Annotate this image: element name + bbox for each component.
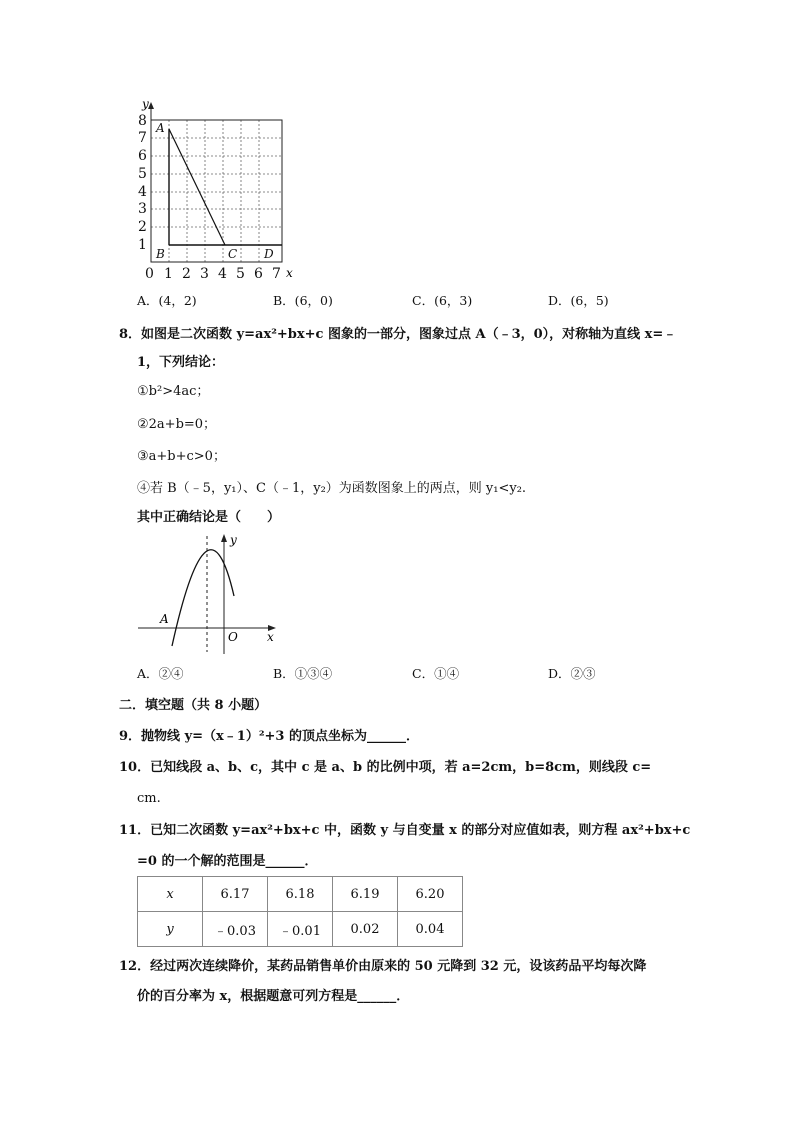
q7-x-tick: 7 xyxy=(272,266,281,282)
q7-y-tick: 5 xyxy=(138,166,147,182)
table-cell: 6.19 xyxy=(333,877,398,912)
q7-point-label: D xyxy=(264,247,274,261)
q7-y-tick: 3 xyxy=(138,201,147,217)
q7-x-label: x xyxy=(286,266,293,280)
q8-conclusion-1: ①b²>4ac； xyxy=(137,384,210,399)
q7-y-tick: 7 xyxy=(138,130,147,146)
table-cell: 0.04 xyxy=(398,912,463,947)
q7-option-b[interactable]: B．(6，0) xyxy=(273,293,333,308)
table-cell: x xyxy=(138,877,203,912)
q7-point-label: A xyxy=(156,121,165,135)
table-cell: 0.02 xyxy=(333,912,398,947)
q8-option-b[interactable]: B．①③④ xyxy=(273,666,333,681)
q8-point-a-label: A xyxy=(160,612,169,626)
q9-stem: 9．抛物线 y=（x﹣1）²+3 的顶点坐标为______． xyxy=(119,729,419,744)
q7-y-tick: 4 xyxy=(138,184,147,200)
q8-ask: 其中正确结论是（ ） xyxy=(137,510,281,525)
section-heading-fill-blank: 二．填空题（共 8 小题） xyxy=(119,698,268,713)
q8-stem-line1: 8．如图是二次函数 y=ax²+bx+c 图象的一部分，图象过点 A（﹣3，0），对称轴为直线 x=﹣ xyxy=(119,327,677,342)
q8-stem-line2: 1，下列结论： xyxy=(137,355,225,370)
q7-x-tick: 4 xyxy=(218,266,227,282)
q8-x-label: x xyxy=(267,630,274,644)
q11-value-table xyxy=(137,876,463,947)
q7-y-tick: 8 xyxy=(138,113,147,129)
q8-y-label: y xyxy=(230,533,237,547)
q7-x-tick: 1 xyxy=(164,266,173,282)
q12-stem-line2: 价的百分率为 x，根据题意可列方程是______． xyxy=(137,989,410,1004)
q7-y-tick: 6 xyxy=(138,148,147,164)
table-cell: 6.17 xyxy=(203,877,268,912)
q7-option-d[interactable]: D．(6，5) xyxy=(548,293,609,308)
q7-y-label: y xyxy=(142,97,149,111)
q10-stem-line2: cm. xyxy=(137,791,161,806)
q8-option-d[interactable]: D．②③ xyxy=(548,666,596,681)
q8-conclusion-4: ④若 B（﹣5，y₁）、C（﹣1，y₂）为函数图象上的两点，则 y₁<y₂. xyxy=(137,481,527,496)
q7-coordinate-grid xyxy=(134,96,304,284)
q10-stem-line1: 10．已知线段 a、b、c，其中 c 是 a、b 的比例中项，若 a=2cm，b=8cm，则线段 c= xyxy=(119,760,652,775)
q7-y-tick: 2 xyxy=(138,219,147,235)
q7-point-label: B xyxy=(156,247,165,261)
q7-x-tick: 2 xyxy=(182,266,191,282)
table-cell: 6.18 xyxy=(268,877,333,912)
q8-parabola-graph xyxy=(134,528,284,660)
q12-stem-line1: 12．经过两次连续降价，某药品销售单价由原来的 50 元降到 32 元，设该药品平均每次降 xyxy=(119,959,647,974)
q7-y-tick: 1 xyxy=(138,237,147,253)
q7-x-tick: 5 xyxy=(236,266,245,282)
q7-x-tick: 6 xyxy=(254,266,263,282)
q8-option-c[interactable]: C．①④ xyxy=(412,666,460,681)
q8-conclusion-2: ②2a+b=0； xyxy=(137,417,217,432)
table-row xyxy=(138,912,463,947)
table-cell: ﹣0.03 xyxy=(203,912,268,947)
q8-origin-label: O xyxy=(228,630,238,644)
q11-stem-line2: =0 的一个解的范围是______． xyxy=(137,854,318,869)
table-cell: ﹣0.01 xyxy=(268,912,333,947)
table-cell: 6.20 xyxy=(398,877,463,912)
table-cell: y xyxy=(138,912,203,947)
q8-conclusion-3: ③a+b+c>0； xyxy=(137,449,226,464)
q7-option-c[interactable]: C．(6，3) xyxy=(412,293,473,308)
table-row xyxy=(138,877,463,912)
q11-stem-line1: 11．已知二次函数 y=ax²+bx+c 中，函数 y 与自变量 x 的部分对应值如表，则方程 ax²+bx+c xyxy=(119,823,691,838)
q7-x-tick: 3 xyxy=(200,266,209,282)
q7-option-a[interactable]: A．(4，2) xyxy=(137,293,197,308)
q8-option-a[interactable]: A．②④ xyxy=(137,666,184,681)
q7-point-label: C xyxy=(228,247,238,261)
q7-x-tick: 0 xyxy=(145,266,154,282)
